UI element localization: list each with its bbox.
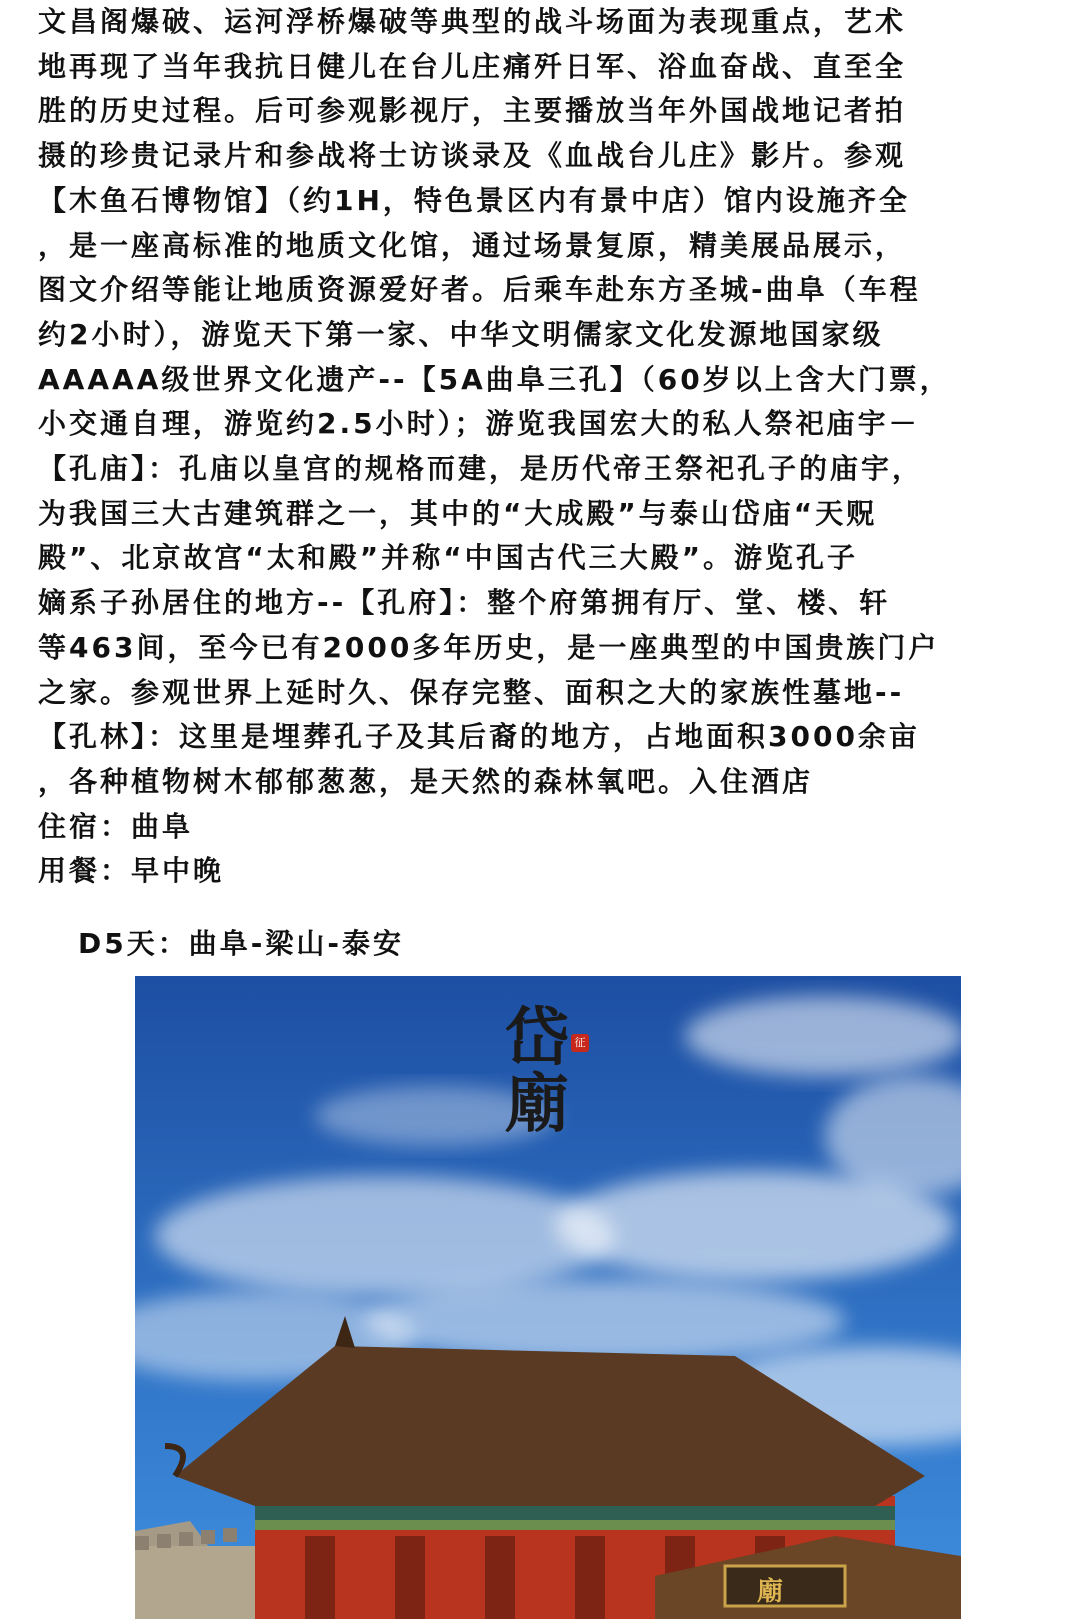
text-line: 胜的历史过程。后可参观影视厅，主要播放当年外国战地记者拍 (38, 94, 907, 128)
temple-sign: 廟 (757, 1577, 784, 1607)
itinerary-text (38, 0, 1048, 805)
text-line: 殿”、北京故宫“太和殿”并称“中国古代三大殿”。游览孔子 (38, 541, 859, 575)
article-body (38, 0, 1048, 894)
text-line: 地再现了当年我抗日健儿在台儿庄痛歼日军、浴血奋战、直至全 (38, 49, 907, 83)
text-line: 等463间，至今已有2000多年历史，是一座典型的中国贵族门户 (38, 630, 940, 664)
text-line: ，各种植物树木郁郁葱葱，是天然的森林氧吧。入住酒店 (38, 764, 814, 798)
text-line: 摄的珍贵记录片和参战将士访谈录及《血战台儿庄》影片。参观 (38, 139, 907, 173)
red-seal: 征 (571, 1034, 589, 1052)
calligraphy-title: 岱廟 (505, 1001, 569, 1142)
text-line: 之家。参观世界上延时久、保存完整、面积之大的家族性墓地-- (38, 675, 905, 709)
text-line: ，是一座高标准的地质文化馆，通过场景复原，精美展品展示， (38, 228, 907, 262)
day-heading: D5天：曲阜-梁山-泰安 (78, 927, 404, 960)
text-line: 文昌阁爆破、运河浮桥爆破等典型的战斗场面为表现重点，艺术 (38, 5, 907, 38)
text-line: 【孔林】：这里是埋葬孔子及其后裔的地方，占地面积3000余亩 (38, 720, 920, 754)
text-line: 小交通自理，游览约2.5小时）；游览我国宏大的私人祭祀庙宇－ (38, 407, 920, 441)
text-line: 为我国三大古建筑群之一，其中的“大成殿”与泰山岱庙“天贶 (38, 496, 878, 530)
text-line: 嫡系子孙居住的地方--【孔府】：整个府第拥有厅、堂、楼、轩 (38, 586, 891, 620)
text-line: 约2小时），游览天下第一家、中华文明儒家文化发源地国家级 (38, 317, 884, 351)
dai-temple-photo (135, 976, 961, 1619)
calligraphy-overlay (135, 976, 961, 1619)
meals-info: 用餐：早中晚 (38, 854, 225, 888)
text-line: 【木鱼石博物馆】（约1H，特色景区内有景中店）馆内设施齐全 (38, 183, 910, 217)
text-line: AAAAA级世界文化遗产--【5A曲阜三孔】（60岁以上含大门票， (38, 362, 951, 396)
text-line: 图文介绍等能让地质资源爱好者。后乘车赴东方圣城-曲阜（车程 (38, 273, 921, 307)
lodging-info: 住宿：曲阜 (38, 809, 194, 843)
text-line: 【孔庙】：孔庙以皇宫的规格而建，是历代帝王祭祀孔子的庙宇， (38, 452, 924, 486)
